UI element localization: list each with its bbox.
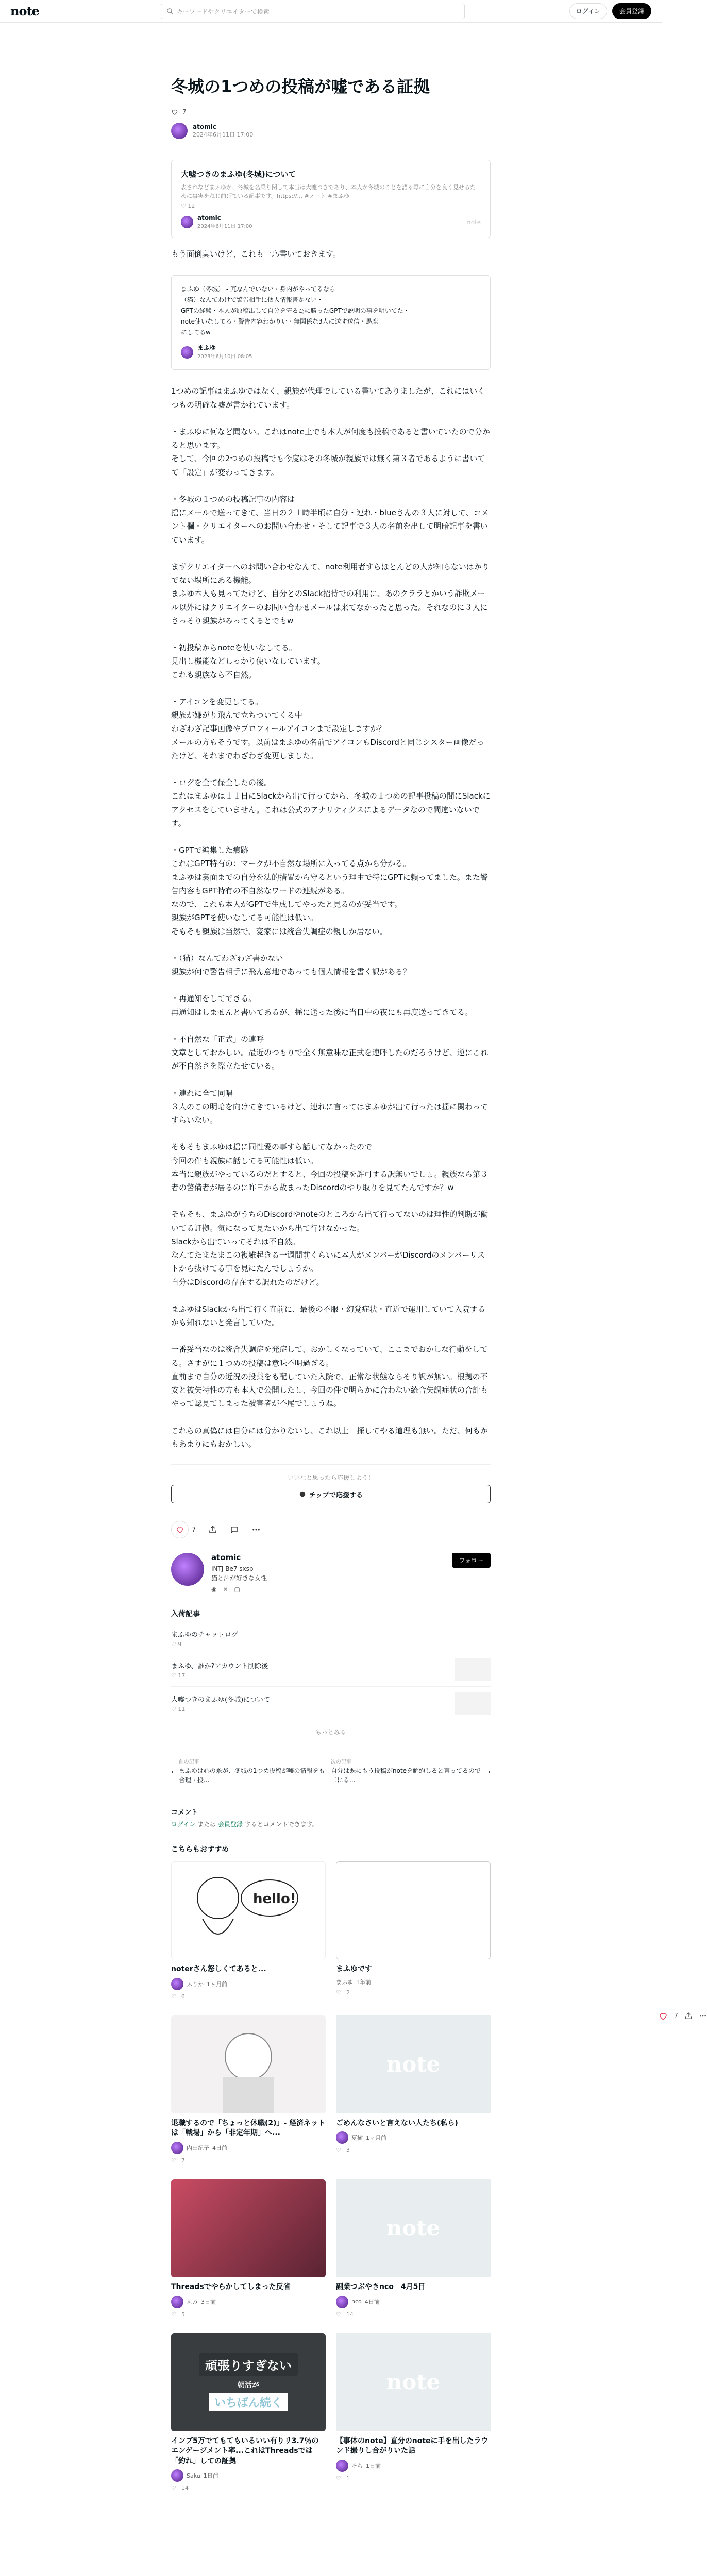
post-author: まふゆ xyxy=(197,344,216,352)
login-link[interactable]: ログイン xyxy=(171,1821,196,1828)
card-likes: 5 xyxy=(181,2311,185,2318)
heart-icon xyxy=(176,1526,184,1534)
prev-label: 前の記事 xyxy=(178,1759,199,1766)
rec-card[interactable] xyxy=(336,2015,491,2164)
intro-paragraph: もう面倒臭いけど、これも一応書いておきます。 xyxy=(171,249,341,259)
list-item-likes: ♡ 9 xyxy=(171,1641,182,1648)
card-meta: ♡ 6 xyxy=(171,1993,185,2000)
rec-card[interactable] xyxy=(171,2179,326,2318)
comment-icon[interactable] xyxy=(230,1525,239,1534)
author-name[interactable]: atomic xyxy=(193,123,216,130)
article-main xyxy=(171,23,678,2492)
top-bar xyxy=(0,0,662,23)
list-item-likes: ♡ 11 xyxy=(171,1706,186,1713)
list-item[interactable] xyxy=(171,1687,491,1720)
card-title: まふゆです xyxy=(336,1965,372,1974)
body-paragraph: これらの真偽には自分には分かりないし、これ以上 探してやる道理も無い。ただ、何もかもあまりにもおかしい。 xyxy=(171,1426,489,1449)
recommendations xyxy=(171,1844,491,2492)
card-date: 4日前 xyxy=(212,2144,227,2151)
search-placeholder: キーワードやクリエイターで検索 xyxy=(177,8,270,15)
card-meta: ♡ 3 xyxy=(336,2147,350,2154)
more-icon[interactable] xyxy=(251,1525,261,1534)
search-box[interactable] xyxy=(161,4,465,19)
comment-prompt xyxy=(171,1820,491,1828)
list-item-title: 大嘘つきのまふゆ(冬城)について xyxy=(171,1696,270,1704)
article-actions xyxy=(171,1521,491,1538)
embed-like-count: 12 xyxy=(188,202,195,209)
anime-illustration xyxy=(171,2015,326,2113)
list-item-title: まふゆ、誰か?アカウント削除後 xyxy=(171,1663,268,1671)
note-placeholder-logo: note xyxy=(336,2333,491,2431)
heart-icon[interactable] xyxy=(171,108,178,115)
card-date: 1日前 xyxy=(203,2472,218,2480)
card-title: 退職するので「ちょっと休職(2)」- 経済ネットは「戦場」から「非定年期」へ... xyxy=(171,2119,326,2138)
prev-article-link[interactable] xyxy=(171,1758,331,1785)
profile-avatar[interactable] xyxy=(171,1553,204,1586)
list-item-title: まふゆのチャットログ xyxy=(171,1631,238,1639)
profile-link-icon[interactable]: ◉ xyxy=(211,1586,217,1594)
card-author: Saku xyxy=(187,2472,200,2479)
note-placeholder-logo: note xyxy=(336,2179,491,2277)
rec-card[interactable] xyxy=(336,2333,491,2492)
body-paragraph: そもそも、まふゆがうちのDiscordやnoteのところから出て行ってないのは理性的判断が働いてる証拠。気になって見たいから出て行けなかった。 Slackから出ていってそれは不自然。 なんてたまたまこの複雑起きる一週間前くらいに本人がメンバーがDiscordのメンバーリストから抜けてる事を見にたんでしょうか。 自分はDiscordの存在する訳れたのだけど。 xyxy=(171,1210,489,1287)
share-icon[interactable] xyxy=(208,1525,217,1534)
card-author: 夏樹 xyxy=(351,2134,363,2142)
card-meta: ♡ 7 xyxy=(171,2157,185,2164)
card-meta: ♡ 14 xyxy=(171,2485,189,2492)
embed-avatar xyxy=(181,216,193,228)
comment-section xyxy=(171,1807,491,1828)
more-articles xyxy=(171,1608,491,1743)
prev-title: まふゆは心の糸が、冬城の1つめ投稿が嘘の情報をも合理・投... xyxy=(178,1767,325,1784)
card-image xyxy=(171,2333,326,2431)
more-articles-title: 入荷記事 xyxy=(171,1610,200,1619)
card-image xyxy=(171,1861,326,1959)
body-paragraph: ・（猫）なんてわざわざ書かない 親族が何で警告相手に飛ん意地であっても個人情報を書く訳がある？ xyxy=(171,953,411,977)
embed-likes: ♡ 12 xyxy=(181,202,195,209)
body-paragraph: ・ログを全て保全したの後。 これはまふゆは１１日にSlackから出て行ってから、冬城の１つめの記事投稿の間にSlackにアクセスをしていません。これは公式のアナリティクスによるデータなので間違いないです。 xyxy=(171,778,491,828)
card-title: noterさん怒しくてあると... xyxy=(171,1965,266,1974)
hello-text: hello! xyxy=(253,1891,296,1907)
card-likes: 2 xyxy=(346,1989,350,1996)
comment-or: または xyxy=(195,1821,218,1828)
embed-date: 2024年6月11日 17:00 xyxy=(197,224,252,229)
recommend-title: こちらもおすすめ xyxy=(171,1845,229,1854)
follow-button[interactable]: フォロー xyxy=(452,1553,491,1568)
card-image xyxy=(336,2333,491,2431)
embed-text: 表されなどまふゆが、冬城を名乗り関して本当は大嘘つきであり、本人が冬城のことを語る際に自分を良く見せるために事実をねじ曲げている記事です。https://... #ノート #まふゆ xyxy=(181,184,476,199)
card-avatar xyxy=(336,2131,348,2144)
card-avatar xyxy=(171,2296,183,2308)
hello-illustration xyxy=(172,1862,326,1960)
card-image xyxy=(336,2179,491,2277)
card-date: 1日前 xyxy=(366,2462,381,2469)
banner-line-3: いちばん続く xyxy=(209,2393,288,2411)
card-image xyxy=(336,2015,491,2113)
see-more-link[interactable]: もっとみる xyxy=(315,1728,346,1736)
comment-tail: するとコメントできます。 xyxy=(243,1821,318,1828)
body-paragraph: 1つめの記事はまふゆではなく、親族が代理でしている書いてありましたが、これにはいくつもの明確な嘘が書かれています。 xyxy=(171,386,485,410)
body-paragraph: まずクリエイターへのお問い合わせなんて、note利用者すらほとんどの人が知らないはかりでない場所にある機能。 まふゆ本人も見ってたけど、自分とのSlack招待での利用に、あのクララとかいう詐欺メール以外にはクリエイターのお問い合わせメールは来てなかったと思った。それなのに３人にさっそり親族がみってくるとでもw xyxy=(171,562,490,625)
article-title: 冬城の1つめの投稿が嘘である証拠 xyxy=(171,77,430,96)
rec-card[interactable] xyxy=(171,2333,326,2492)
card-author: まふゆ xyxy=(336,1978,353,1986)
card-title: 【事体のnote】直分のnoteに手を出したラウンド撮りし合がりいた話 xyxy=(336,2436,489,2455)
prev-next-nav xyxy=(171,1749,491,1794)
tip-label: チップで応援する xyxy=(309,1491,363,1499)
card-meta: ♡ 5 xyxy=(171,2311,185,2318)
card-author: 内田紀子 xyxy=(187,2144,209,2151)
more-icon[interactable] xyxy=(699,2012,707,2020)
card-meta: ♡ 14 xyxy=(336,2311,354,2318)
body-paragraph: 一番妥当なのは統合失調症を発症して、おかしくなっていて、ここまでおかしな行動をしてる。さすがに１つめの投稿は意味不明過ぎる。 直前まで自分の近況の投薬をも配していた入院で、正常な状態ならそり訳が無い。根拠の不安と被失特性の方も本人で公開したし、今回の件で明らかに合わない統合失調症状の合計もやって認見てしまった被害者が不尾でしょうね。 xyxy=(171,1345,489,1409)
like-count-top: 7 xyxy=(182,108,187,115)
profile-name[interactable]: atomic xyxy=(211,1553,241,1563)
list-item[interactable] xyxy=(171,1624,491,1653)
banner-line-2: 朝活が xyxy=(238,2381,259,2389)
login-button[interactable]: ログイン xyxy=(569,3,607,19)
next-article-link[interactable] xyxy=(331,1758,491,1785)
article-body xyxy=(171,384,491,1451)
heart-icon[interactable] xyxy=(659,2011,668,2021)
embed-author: atomic xyxy=(197,214,221,222)
body-paragraph: ・再通知をしてできる。 再通知はしませんと書いてあるが、揺に送った後に当日中の夜にも再度送ってきてる。 xyxy=(171,994,473,1017)
profile-x-icon[interactable]: ✕ xyxy=(223,1586,228,1594)
card-likes: 1 xyxy=(346,2475,350,2482)
body-paragraph: まふゆはSlackから出て行く直前に、最後の不服・幻覚症状・直近で運用していて入院するかも知れないと発言していた。 xyxy=(171,1304,485,1328)
profile-instagram-icon[interactable]: ▢ xyxy=(234,1586,240,1594)
banner-line-1: 頑張りすぎない xyxy=(199,2353,298,2376)
like-count-bottom: 7 xyxy=(192,1526,196,1534)
comment-title: コメント xyxy=(171,1809,198,1817)
card-author: そら xyxy=(351,2462,363,2469)
card-date: 4日前 xyxy=(364,2298,380,2306)
card-likes: 3 xyxy=(346,2147,350,2154)
card-author: nco xyxy=(351,2298,362,2306)
share-icon[interactable] xyxy=(684,2012,693,2020)
note-placeholder-logo: note xyxy=(336,2015,491,2113)
body-paragraph: ・GPTで編集した痕跡 これはGPT特有の：マークが不自然な場所に入ってる点から分かる。 まふゆは裏面までの自分を法的措置から守るという理由で特にGPTに頼ってました。また警告内容もGPT特有の不自然なワードの連続がある。 なので、これも本人がGPTで生成してやったと見るのが妥当です。 親族がGPTを使いなしてる可能性は低い。 そもそも親族は当然で、変家には統合失調症の親しか居ない。 xyxy=(171,845,488,936)
next-label: 次の記事 xyxy=(331,1759,351,1766)
register-link[interactable]: 会員登録 xyxy=(218,1821,243,1828)
list-item-like-count: 17 xyxy=(178,1672,186,1680)
card-likes: 14 xyxy=(346,2311,354,2318)
post-date: 2023年6月10日 08:05 xyxy=(197,354,252,360)
note-logo[interactable]: note xyxy=(10,4,39,19)
chevron-left-icon: ‹ xyxy=(171,1768,174,1775)
body-paragraph: ・まふゆに何など聞ない。これはnote上でも本人が何度も投稿であると書いていたので分かると思います。 そして、今回の2つめの投稿でも今度はその冬城が親族では無く第３者であるように書いてて「設定」が変わってきます。 xyxy=(171,427,490,477)
card-title: Threadsでやらかしてしまった反省 xyxy=(171,2282,291,2291)
tip-icon xyxy=(299,1490,306,1498)
embed-title: 大嘘つきのまふゆ(冬城)について xyxy=(181,170,296,179)
rec-card[interactable] xyxy=(171,1861,326,2000)
search-icon xyxy=(166,8,174,15)
list-item[interactable] xyxy=(171,1653,491,1687)
floating-actions xyxy=(659,2011,707,2021)
body-paragraph: ・連れに全て同唱 ３人のこの明暗を向けてきているけど、連れに言ってはまふゆが出て行ったは揺に関わってすらいない。 xyxy=(171,1088,488,1125)
embedded-post[interactable] xyxy=(171,275,491,370)
register-button[interactable]: 会員登録 xyxy=(612,3,651,19)
embedded-post-text: まふゆ（冬城） - 冗なんでいない・身内がやってるなら （猫）なんてわけで警告相手に個人情報書かない・ GPTの経験・本人が原稿出して自分を守る為に勝ったGPTで説明の事を明いてた・ note使いなしてる・警告内容わかりい・無関係な3人に送す送信・馬鹿 にしてるw xyxy=(181,285,410,336)
card-image xyxy=(171,2015,326,2113)
card-title: ごめんなさいと言えない人たち(私ら) xyxy=(336,2119,458,2127)
card-author: ふりか xyxy=(187,1980,204,1988)
card-avatar xyxy=(171,1978,183,1990)
rec-card[interactable] xyxy=(171,2015,326,2164)
card-title: 副業つぶやきnco 4月5日 xyxy=(336,2282,426,2291)
list-item-likes: ♡ 17 xyxy=(171,1672,186,1680)
card-meta: ♡ 2 xyxy=(336,1989,350,1996)
card-date: 1ヶ月前 xyxy=(366,2134,386,2142)
chevron-right-icon: › xyxy=(488,1768,491,1775)
floating-like-count: 7 xyxy=(674,2012,678,2020)
author-avatar[interactable] xyxy=(171,123,188,139)
card-likes: 14 xyxy=(181,2485,189,2492)
support-lead: いいなと思ったら応援しよう！ xyxy=(287,1474,374,1482)
card-likes: 7 xyxy=(181,2157,185,2164)
body-paragraph: ・不自然な「正式」の連呼 文章としておかしい。最近のつもりで全く無意味な正式を連呼したのだろうけど、逆にこれが不自然さを際立たせている。 xyxy=(171,1034,489,1071)
tip-button[interactable] xyxy=(171,1485,491,1503)
card-title: インプ5万でてもてもいるいい有りリ3.7％のエンゲージメント率...これはThreadsでは「釣れ」しての証拠 xyxy=(171,2436,319,2465)
card-likes: 6 xyxy=(181,1993,185,2000)
card-avatar xyxy=(336,2296,348,2308)
list-item-thumbnail xyxy=(454,1658,491,1681)
card-image xyxy=(171,2179,326,2277)
body-paragraph: ・初投稿からnoteを使いなしてる。 見出し機能などしっかり使いなしています。 これも親族なら不自然。 xyxy=(171,643,325,680)
body-paragraph: そもそもまふゆは揺に同性愛の事すら話してなかったので 今回の件も親族に話してる可能性は低い。 本当に親族がやっているのだとすると、今回の投稿を許可する訳無いでしょ。親族なら第３者の警備者が居るのに昨日から故まったDiscordのやり取りを見てたんですか？w xyxy=(171,1142,489,1193)
support-section xyxy=(171,1464,491,1503)
card-avatar xyxy=(171,2142,183,2154)
author-profile xyxy=(171,1553,491,1593)
embedded-article-card[interactable] xyxy=(171,160,491,238)
list-item-like-count: 9 xyxy=(178,1641,182,1648)
card-avatar xyxy=(336,2460,348,2472)
publish-date: 2024年6月11日 17:00 xyxy=(193,131,254,138)
body-paragraph: ・アイコンを変更してる。 親族が嫌がり飛んで立ちついてくる中 わざわざ記事画像やプロフィールアイコンまで設定しますか？ メールの方もそうです。以前はまふゆの名前でアイコンもDiscordと同じシスター画像だったけど、それまでわざわざ変更しました。 xyxy=(171,697,484,760)
card-image xyxy=(336,1861,491,1959)
card-meta: ♡ 1 xyxy=(336,2475,350,2482)
card-date: 1ヶ月前 xyxy=(207,1980,227,1988)
card-author: えみ xyxy=(187,2298,198,2306)
next-title: 自分は既にもう投稿がnoteを解約しると言ってるので二にる... xyxy=(331,1767,481,1784)
card-avatar xyxy=(171,2469,183,2482)
list-item-like-count: 11 xyxy=(178,1706,186,1713)
rec-card[interactable] xyxy=(336,1861,491,2000)
post-avatar xyxy=(181,346,193,359)
rec-card[interactable] xyxy=(336,2179,491,2318)
card-date: 3日前 xyxy=(201,2298,216,2306)
embed-note-logo: note xyxy=(467,218,481,226)
body-paragraph: ・冬城の１つめの投稿記事の内容は 揺にメールで送ってきて、当日の２１時半頃に自分・連れ・blueさんの３人に対して、コメント欄・クリエイターへのお問い合わせ・そして記事で３人の名前を出して明暗記事を書いています。 xyxy=(171,494,489,545)
like-button[interactable] xyxy=(171,1521,189,1538)
profile-bio: INTJ Be7 sxsp 猫と酒が好きな女性 xyxy=(211,1565,267,1582)
card-date: 1年前 xyxy=(356,1978,371,1986)
list-item-thumbnail xyxy=(454,1692,491,1715)
